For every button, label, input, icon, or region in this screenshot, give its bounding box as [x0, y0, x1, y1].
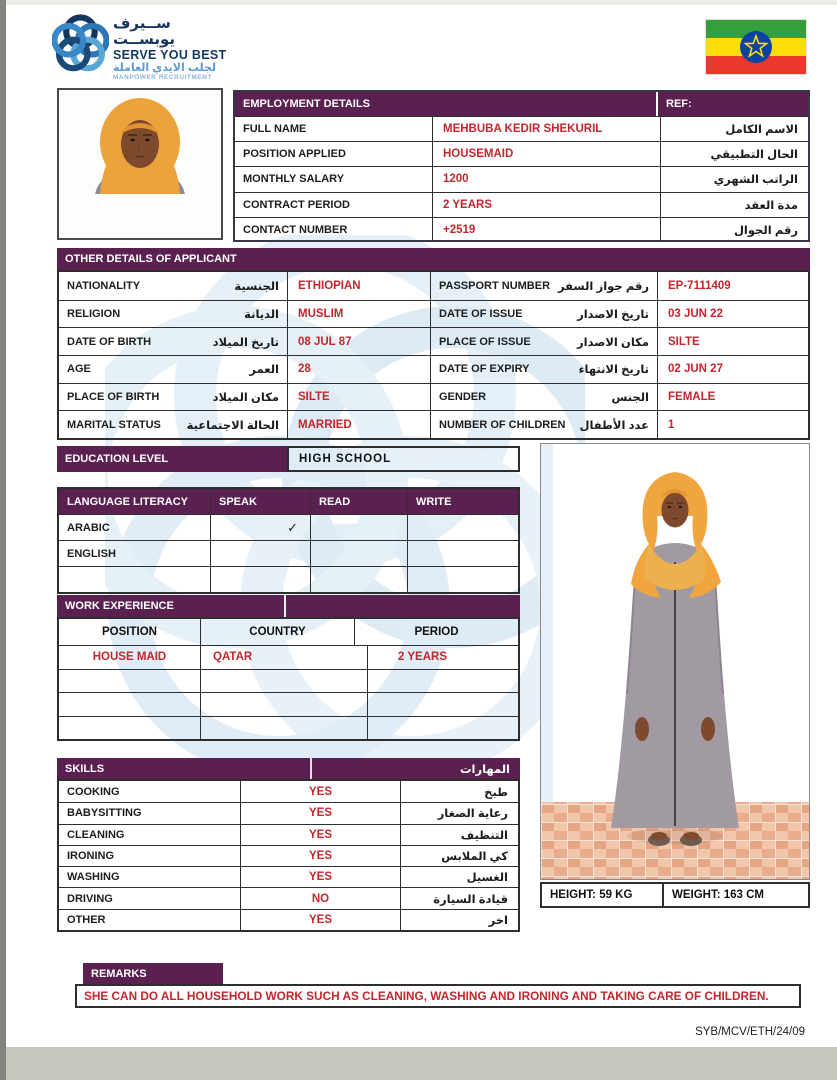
- table-cell: [200, 670, 367, 693]
- skill-value: NO: [240, 888, 400, 908]
- field-label: MARITAL STATUS: [67, 418, 161, 431]
- field-label-arabic: مدة العقد: [660, 193, 808, 217]
- field-value: EP-7111409: [657, 272, 808, 300]
- field-label-arabic: الجنسية: [234, 280, 279, 293]
- table-cell: [367, 717, 518, 740]
- table-cell: [59, 717, 200, 740]
- table-row: [59, 514, 518, 540]
- checkmark-icon: ✓: [210, 515, 310, 540]
- column-header: LANGUAGE LITERACY: [67, 495, 188, 508]
- skill-label-arabic: قيادة السيارة: [400, 888, 518, 908]
- table-row: [59, 355, 808, 383]
- skill-value: YES: [240, 867, 400, 887]
- table-row: [59, 845, 518, 866]
- table-row: [59, 669, 518, 693]
- field-label-arabic: الراتب الشهري: [660, 167, 808, 191]
- table-row: [59, 540, 518, 566]
- passport-photo: [57, 88, 223, 240]
- section-title-arabic: المهارات: [460, 763, 510, 776]
- skill-value: YES: [240, 803, 400, 823]
- skill-label-arabic: التنظيف: [400, 825, 518, 845]
- table-cell: [59, 693, 200, 716]
- column-header: POSITION: [102, 626, 157, 638]
- ref-label: REF:: [666, 98, 692, 110]
- scan-edge-left: [0, 0, 6, 1080]
- field-label: DATE OF ISSUE: [439, 307, 523, 320]
- field-label-arabic: تاريخ الانتهاء: [578, 364, 649, 377]
- table-cell: [200, 717, 367, 740]
- skill-value: YES: [240, 781, 400, 802]
- scan-edge-top: [6, 0, 837, 5]
- table-cell: [210, 541, 310, 566]
- field-value: 1200: [432, 167, 660, 191]
- skill-value: YES: [240, 846, 400, 866]
- table-cell: [310, 515, 407, 540]
- language-name: [59, 567, 210, 592]
- field-label-arabic: تاريخ الميلاد: [212, 336, 279, 349]
- field-label: AGE: [67, 363, 91, 376]
- field-label-arabic: مكان الميلاد: [212, 391, 279, 404]
- field-label: GENDER: [439, 390, 487, 403]
- applicant-headshot-image: [59, 90, 221, 238]
- table-row: [59, 802, 518, 823]
- experience-country: QATAR: [200, 646, 367, 669]
- table-row: [59, 909, 518, 930]
- table-row: [59, 716, 518, 740]
- employment-details-table: [233, 90, 810, 242]
- field-value: SILTE: [287, 384, 430, 411]
- field-label: FULL NAME: [243, 123, 307, 136]
- education-level-row: [57, 446, 520, 472]
- table-row: [59, 866, 518, 887]
- experience-period: 2 YEARS: [367, 646, 518, 669]
- field-value: SILTE: [657, 328, 808, 355]
- section-title: OTHER DETAILS OF APPLICANT: [65, 253, 237, 265]
- table-row: [235, 217, 808, 242]
- field-value: ETHIOPIAN: [287, 272, 430, 300]
- field-label: DATE OF EXPIRY: [439, 363, 530, 376]
- table-cell: [210, 567, 310, 592]
- skill-label-arabic: كي الملابس: [400, 846, 518, 866]
- brand-name-english: SERVE YOU BEST: [112, 47, 227, 62]
- column-header: WRITE: [416, 495, 452, 508]
- table-cell: [310, 567, 407, 592]
- field-value: HOUSEMAID: [432, 142, 660, 166]
- field-label-arabic: رقم جواز السفر: [557, 280, 649, 293]
- table-row: [59, 887, 518, 908]
- table-row: [59, 645, 518, 669]
- field-label: NATIONALITY: [67, 279, 141, 292]
- field-label-arabic: الحال التطبيقي: [660, 142, 808, 166]
- table-cell: [200, 693, 367, 716]
- field-label: PLACE OF ISSUE: [439, 335, 531, 348]
- field-value: FEMALE: [657, 384, 808, 411]
- brand-tagline-arabic: لجلب الايدي العاملة: [112, 61, 217, 74]
- skill-label: OTHER: [67, 913, 106, 926]
- field-value: 02 JUN 27: [657, 356, 808, 383]
- other-details-table: [57, 270, 810, 440]
- table-row: [59, 692, 518, 716]
- field-label-arabic: تاريخ الاصدار: [577, 308, 649, 321]
- experience-position: HOUSE MAID: [92, 651, 167, 664]
- skill-value: YES: [240, 825, 400, 845]
- skill-label-arabic: رعاية الصغار: [400, 803, 518, 823]
- field-label: PLACE OF BIRTH: [67, 390, 160, 403]
- weight-value: WEIGHT: 163 CM: [664, 882, 810, 908]
- remarks-box: [75, 984, 801, 1008]
- column-header: SPEAK: [219, 495, 257, 508]
- document-reference-code: SYB/MCV/ETH/24/09: [695, 1026, 805, 1038]
- table-row: [59, 781, 518, 802]
- table-row: [235, 141, 808, 166]
- field-value: MARRIED: [287, 411, 430, 438]
- field-label-arabic: عدد الأطفال: [579, 419, 649, 432]
- skill-label-arabic: اخر: [400, 910, 518, 930]
- skill-label-arabic: الغسيل: [400, 867, 518, 887]
- skill-label-arabic: طبخ: [400, 781, 518, 802]
- table-cell: [310, 541, 407, 566]
- applicant-fullbody-image: [541, 444, 809, 879]
- section-title: SKILLS: [65, 762, 105, 775]
- height-value: HEIGHT: 59 KG: [540, 882, 664, 908]
- field-label: CONTRACT PERIOD: [243, 198, 350, 211]
- field-value: MUSLIM: [287, 301, 430, 328]
- table-row: [59, 566, 518, 592]
- table-row: [59, 272, 808, 300]
- table-row: [59, 824, 518, 845]
- table-row: [235, 192, 808, 217]
- field-value: 03 JUN 22: [657, 301, 808, 328]
- field-value: 2 YEARS: [432, 193, 660, 217]
- field-label-arabic: مكان الاصدار: [577, 336, 649, 349]
- field-label: POSITION APPLIED: [243, 148, 346, 161]
- field-label: NUMBER OF CHILDREN: [439, 418, 566, 431]
- flag-emblem: [740, 31, 772, 63]
- full-body-photo: [540, 443, 810, 880]
- field-label: DATE OF BIRTH: [67, 335, 152, 348]
- language-name: ARABIC: [67, 521, 110, 534]
- language-literacy-table: [57, 487, 520, 594]
- table-cell: [59, 670, 200, 693]
- table-cell: [407, 567, 518, 592]
- skill-label: BABYSITTING: [67, 807, 142, 820]
- field-label-arabic: الحالة الاجتماعية: [186, 419, 279, 432]
- table-cell: [367, 670, 518, 693]
- table-row: [235, 166, 808, 191]
- table-row: [59, 327, 808, 355]
- work-experience-table: [57, 617, 520, 741]
- work-experience-header: [57, 595, 520, 617]
- remarks-header: [83, 963, 223, 984]
- table-row: [59, 410, 808, 438]
- table-cell: [407, 541, 518, 566]
- education-value: HIGH SCHOOL: [287, 446, 520, 472]
- table-row: [59, 300, 808, 328]
- field-value: 1: [657, 411, 808, 438]
- skill-label: WASHING: [67, 871, 120, 884]
- column-header: COUNTRY: [200, 619, 354, 645]
- field-label: RELIGION: [67, 307, 121, 320]
- field-value: +2519: [432, 218, 660, 242]
- section-title: WORK EXPERIENCE: [65, 600, 174, 612]
- column-header: PERIOD: [354, 619, 518, 645]
- field-value: MEHBUBA KEDIR SHEKURIL: [432, 117, 660, 141]
- field-value: 08 JUL 87: [287, 328, 430, 355]
- skill-label: IRONING: [67, 850, 115, 863]
- table-row: [59, 383, 808, 411]
- field-label: PASSPORT NUMBER: [439, 279, 551, 292]
- brand-tagline-english: MANPOWER RECRUITMENT: [112, 74, 212, 82]
- skill-label: COOKING: [67, 785, 120, 798]
- table-cell: [367, 693, 518, 716]
- skill-value: YES: [240, 910, 400, 930]
- section-title: REMARKS: [91, 967, 147, 980]
- scan-edge-bottom: [0, 1047, 837, 1080]
- skills-header: [57, 758, 520, 779]
- remarks-text: SHE CAN DO ALL HOUSEHOLD WORK SUCH AS CLEANING, WASHING AND IRONING AND TAKING CARE OF CHILDREN.: [84, 989, 769, 1003]
- skill-label: DRIVING: [67, 892, 113, 905]
- table-cell: [407, 515, 518, 540]
- field-label-arabic: العمر: [249, 364, 279, 377]
- height-weight-row: [540, 882, 810, 908]
- agency-logo: [52, 12, 227, 88]
- skills-table: [57, 779, 520, 932]
- table-row: [235, 116, 808, 141]
- field-label: CONTACT NUMBER: [243, 223, 348, 236]
- field-label-arabic: الديانة: [244, 308, 279, 321]
- field-label-arabic: الجنس: [611, 391, 649, 404]
- column-header: READ: [319, 495, 351, 508]
- field-label-arabic: الاسم الكامل: [660, 117, 808, 141]
- brand-name-arabic: ســيرف يوبســت: [112, 15, 176, 48]
- skill-label: CLEANING: [67, 828, 125, 841]
- field-label: MONTHLY SALARY: [243, 173, 345, 186]
- field-value: 28: [287, 356, 430, 383]
- ethiopia-flag: [706, 20, 806, 74]
- field-label-arabic: رقم الجوال: [660, 218, 808, 242]
- other-details-header: [57, 248, 810, 270]
- knot-rings-icon: [52, 12, 109, 76]
- employment-title: EMPLOYMENT DETAILS: [243, 98, 370, 110]
- education-label: EDUCATION LEVEL: [65, 453, 169, 465]
- language-name: ENGLISH: [67, 547, 116, 560]
